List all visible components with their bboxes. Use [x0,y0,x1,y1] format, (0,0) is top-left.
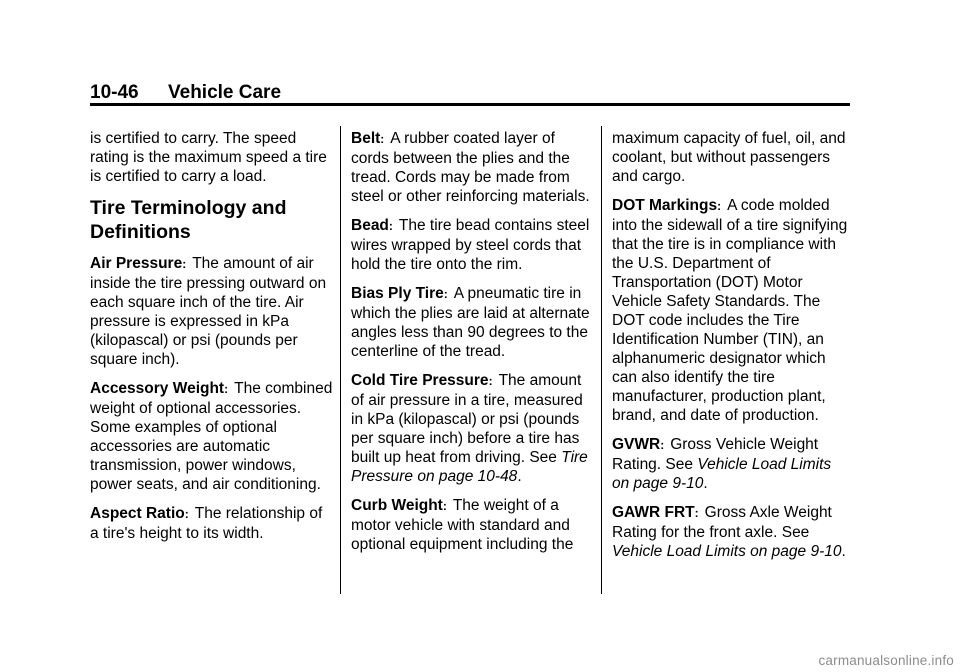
continued-text: maximum capacity of fuel, oil, and coolant, but without passengers and cargo. [612,130,846,185]
cross-reference-link[interactable]: Vehicle Load Limits on page 9-10 [612,456,832,492]
continued-text: is certified to carry. The speed rating is the maximum speed a tire is certified to carry a load. [90,130,327,185]
definition-text: Gross Axle Weight Rating for the front axle. See [612,504,832,541]
definition-text: The relationship of a tire's height to its width. [90,505,323,542]
definition-term: GAWR FRT [612,504,695,521]
definition-text: The tire bead contains steel wires wrapped by steel cords that hold the tire onto the rim. [351,217,590,273]
definition-entry: GAWR FRT: Gross Axle Weight Rating for the front axle. See Vehicle Load Limits on page 9-10. [612,504,846,560]
column-2 [351,129,596,564]
watermark: carmanualsonline.info [818,653,954,668]
definition-term: GVWR [612,436,661,453]
definition-term: Curb Weight [351,497,443,514]
definition-text: The amount of air pressure in a tire, measured in kPa (kilopascal) or psi (pounds per square inch) before a tire has built up heat from driving. See [351,372,583,466]
definition-text: The weight of a motor vehicle with standard and optional equipment including the [351,497,574,553]
definition-text: The amount of air inside the tire pressing outward on each square inch of the tire. Air pressure is expressed in kPa (kilopascal) or psi (pounds per square inch). [90,255,327,368]
punctuation: . [703,475,708,492]
definition-entry: DOT Markings: A code molded into the sidewall of a tire signifying that the tire is in compliance with the U.S. Department of Transportation (DOT) Motor Vehicle Safety Standards. The DOT code includes the Tire Identification Number (TIN), an alphanumeric designator which can also identify the tire manufacturer, production plant, brand, and date of production. [612,197,848,424]
definition-text: A pneumatic tire in which the plies are laid at alternate angles less than 90 degrees to the centerline of the tread. [351,285,590,360]
definition-entry: Belt: A rubber coated layer of cords between the plies and the tread. Cords may be made from steel or other reinforcing materials. [351,130,590,205]
definition-entry: Cold Tire Pressure: The amount of air pressure in a tire, measured in kPa (kilopascal) or psi (pounds per square inch) before a tire has built up heat from driving. See Tire Pressure on page 10-48. [351,372,588,485]
header-rule [90,103,850,106]
definition-entry: Accessory Weight: The combined weight of optional accessories. Some examples of optional accessories are automatic transmission, power windows, power seats, and air conditioning. [90,380,333,493]
definition-entry: Bead: The tire bead contains steel wires wrapped by steel cords that hold the tire onto the rim. [351,217,590,273]
cross-reference-link[interactable]: Tire Pressure on page 10-48 [351,449,588,485]
definition-term: Bias Ply Tire [351,285,444,302]
punctuation: . [517,468,522,485]
definition-entry: Aspect Ratio: The relationship of a tire's height to its width. [90,505,323,542]
punctuation: . [841,543,846,560]
section-title: Vehicle Care [168,82,282,103]
definition-entry: Air Pressure: The amount of air inside the tire pressing outward on each square inch of the tire. Air pressure is expressed in kPa (kilopascal) or psi (pounds per square inch). [90,255,327,368]
column-1 [90,129,335,553]
cross-reference-link[interactable]: Vehicle Load Limits on page 9-10 [612,543,842,560]
definition-entry: GVWR: Gross Vehicle Weight Rating. See Vehicle Load Limits on page 9-10. [612,436,832,492]
column-3 [612,129,852,571]
definition-term: Cold Tire Pressure [351,372,489,389]
definition-term: Accessory Weight [90,380,225,397]
definition-term: Aspect Ratio [90,505,185,522]
page-number: 10-46 [90,82,139,103]
definition-entry: Curb Weight: The weight of a motor vehicle with standard and optional equipment including the [351,497,574,553]
definition-text: A rubber coated layer of cords between the plies and the tread. Cords may be made from steel or other reinforcing materials. [351,130,590,205]
definition-term: DOT Markings [612,197,718,214]
section-heading: Tire Terminology and Definitions [90,197,287,243]
definition-text: Gross Vehicle Weight Rating. See [612,436,819,473]
definition-text: A code molded into the sidewall of a tire signifying that the tire is in compliance with the U.S. Department of Transportation (DOT) Motor Vehicle Safety Standards. The DOT code includes the Tire Identification Number (TIN), an alphanumeric designator which can also identify the tire manufacturer, production plant, brand, and date of production. [612,197,848,424]
definition-term: Air Pressure [90,255,183,272]
column-divider-1 [340,126,341,594]
definition-term: Belt [351,130,381,147]
definition-term: Bead [351,217,389,234]
definition-text: The combined weight of optional accessories. Some examples of optional accessories are automatic transmission, power windows, power seats, and air conditioning. [90,380,333,493]
column-divider-2 [601,126,602,594]
definition-entry: Bias Ply Tire: A pneumatic tire in which the plies are laid at alternate angles less than 90 degrees to the centerline of the tread. [351,285,590,360]
